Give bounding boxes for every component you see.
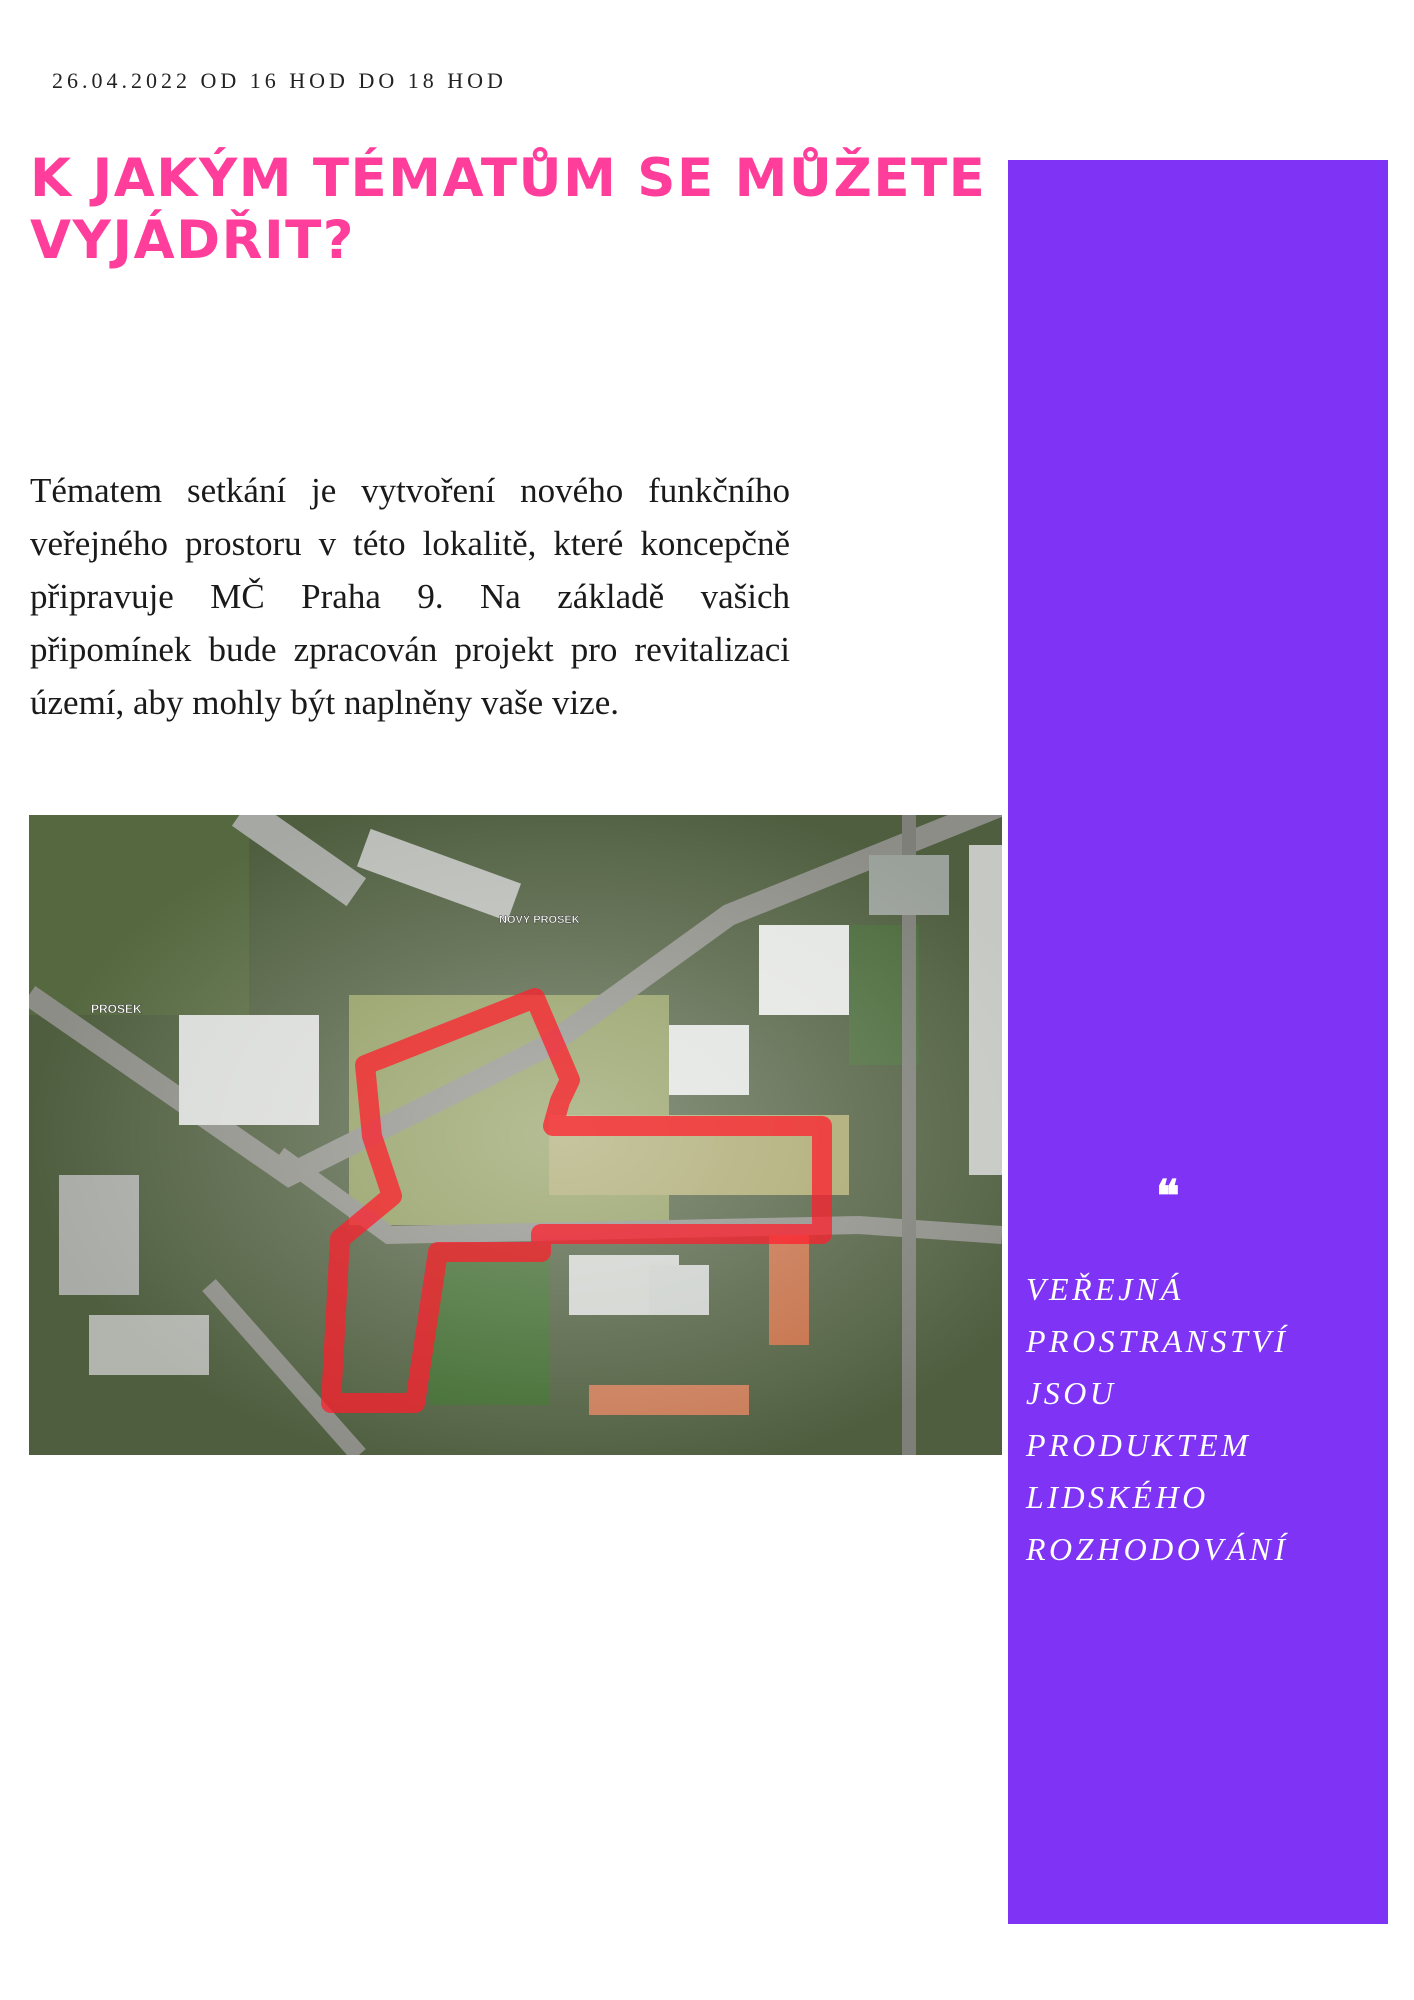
aerial-map-image bbox=[29, 815, 1002, 1455]
intro-paragraph: Tématem setkání je vytvoření nového funkčního veřejného prostoru v této lokalitě, které koncepčně připravuje MČ Praha 9. Na základě vašich připomínek bude zpracován projekt pro revitalizaci území, aby mohly být naplněny vaše vize. bbox=[30, 471, 790, 722]
map-label-prosek: PROSEK bbox=[91, 1002, 142, 1016]
event-date: 26.04.2022 OD 16 HOD DO 18 HOD bbox=[52, 68, 507, 93]
map-label-novy-prosek: NOVÝ PROSEK bbox=[499, 914, 580, 926]
quote-line: VEŘEJNÁ bbox=[1026, 1271, 1184, 1307]
title-line-2: VYJÁDŘIT? bbox=[30, 210, 356, 271]
page-title bbox=[30, 148, 990, 272]
quote-line: PRODUKTEM bbox=[1026, 1427, 1252, 1463]
quote-sidebar bbox=[1008, 160, 1388, 1924]
sidebar-quote bbox=[1026, 1263, 1376, 1575]
quote-line: PROSTRANSTVÍ bbox=[1026, 1323, 1289, 1359]
quote-line: JSOU bbox=[1026, 1375, 1117, 1411]
title-line-1: K JAKÝM TÉMATŮM SE MŮŽETE bbox=[30, 148, 987, 209]
aerial-map-graphic bbox=[29, 815, 1002, 1455]
quote-line: ROZHODOVÁNÍ bbox=[1026, 1531, 1289, 1567]
quote-line: LIDSKÉHO bbox=[1026, 1479, 1209, 1515]
quote-icon: ❝ bbox=[1156, 1171, 1180, 1222]
